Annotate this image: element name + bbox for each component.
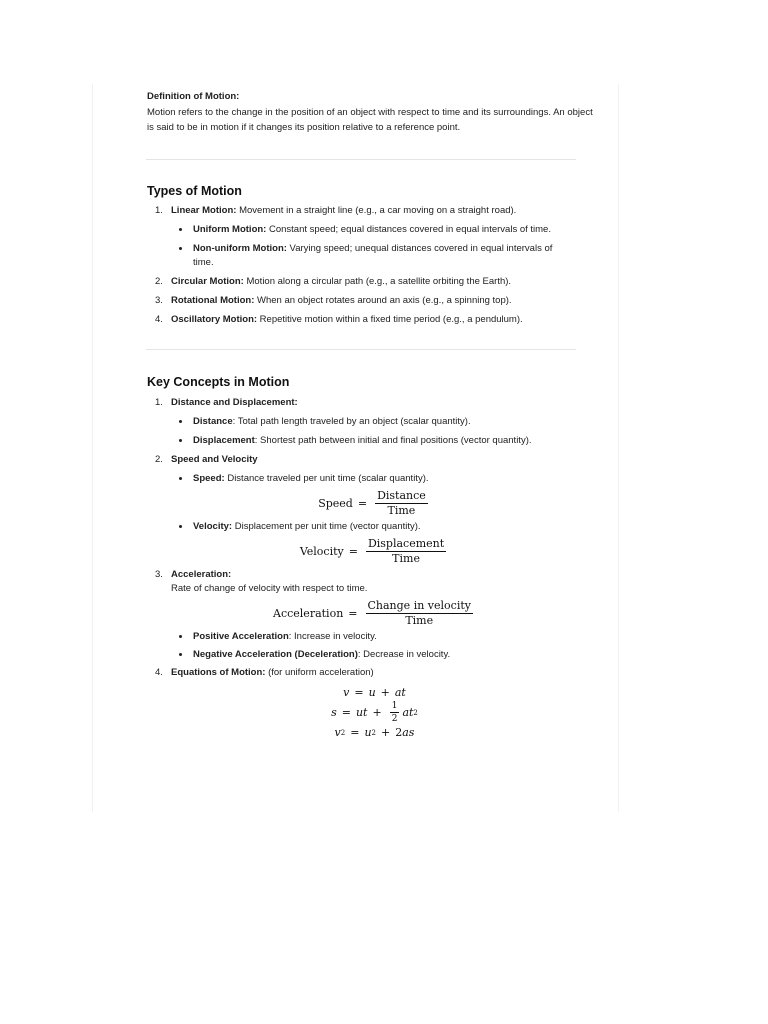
term-linear-motion: Linear Motion: [171, 205, 237, 216]
acceleration-equation [147, 600, 602, 627]
desc-equations-of-motion: (for uniform acceleration) [265, 667, 374, 678]
list-number: 1. [155, 397, 163, 408]
concepts-list [147, 396, 602, 410]
list-number: 2. [155, 454, 163, 465]
definition-text: Motion refers to the change in the position of an object with respect to time and its surroundings. An object is said to be in motion if it changes its position relative to a reference point. [147, 107, 593, 133]
list-item [147, 666, 602, 680]
distance-sublist [171, 415, 602, 448]
desc-oscillatory-motion: Repetitive motion within a fixed time period (e.g., a pendulum). [257, 314, 523, 325]
concepts-list-3 [147, 568, 602, 596]
list-item [171, 520, 602, 534]
desc-speed: Distance traveled per unit time (scalar quantity). [224, 473, 429, 484]
definition-heading: Definition of Motion: [147, 91, 240, 102]
linear-sublist [171, 223, 602, 270]
desc-linear-motion: Movement in a straight line (e.g., a car moving on a straight road). [236, 205, 517, 216]
fraction-denominator: Time [405, 614, 434, 627]
fraction [375, 490, 428, 517]
list-item [147, 204, 602, 218]
desc-uniform-motion: Constant speed; equal distances covered in equal intervals of time. [266, 224, 551, 235]
fraction [366, 600, 473, 627]
list-item [171, 223, 602, 237]
equation-lhs: Speed [318, 497, 353, 510]
term-speed-velocity: Speed and Velocity [171, 454, 258, 465]
velocity-sublist [171, 520, 602, 534]
desc-velocity: Displacement per unit time (vector quantity). [232, 521, 421, 532]
speed-sublist [171, 472, 602, 486]
list-item [147, 313, 602, 327]
fraction-numerator: Displacement [367, 537, 445, 550]
desc-distance: : Total path length traveled by an object (scalar quantity). [232, 416, 471, 427]
term-speed: Speed: [193, 473, 225, 484]
velocity-equation [147, 538, 602, 565]
list-number: 2. [155, 276, 163, 287]
term-oscillatory-motion: Oscillatory Motion: [171, 314, 258, 325]
desc-rotational-motion: When an object rotates around an axis (e.g., a spinning top). [254, 295, 512, 306]
concepts-heading: Key Concepts in Motion [147, 375, 290, 389]
equals-sign: = [357, 497, 368, 510]
equation-lhs: Acceleration [273, 607, 344, 620]
list-number: 4. [155, 667, 163, 678]
concepts-list-4 [147, 666, 602, 680]
term-circular-motion: Circular Motion: [171, 276, 244, 287]
list-number: 3. [155, 295, 163, 306]
types-list-continued [147, 275, 602, 327]
equation-first: v = u + at [343, 686, 406, 699]
term-distance: Distance [193, 416, 233, 427]
fraction-denominator: Time [387, 504, 416, 517]
list-item [171, 472, 602, 486]
term-displacement: Displacement [193, 435, 255, 446]
list-item [147, 453, 602, 467]
list-number: 1. [155, 205, 163, 216]
term-acceleration: Acceleration: [171, 569, 232, 580]
types-list [147, 204, 602, 218]
document-page [92, 84, 619, 812]
term-nonuniform-motion: Non-uniform Motion: [193, 243, 287, 254]
term-uniform-motion: Uniform Motion: [193, 224, 267, 235]
concepts-list-2 [147, 453, 602, 467]
desc-nonuniform-motion: Varying speed; unequal distances covered in equal intervals of time. [193, 243, 553, 268]
term-equations-of-motion: Equations of Motion: [171, 667, 266, 678]
list-item [147, 568, 602, 596]
speed-equation [147, 490, 602, 517]
equals-sign: = [348, 545, 358, 558]
fraction-numerator: Distance [377, 489, 426, 502]
list-item [147, 275, 602, 289]
desc-acceleration: Rate of change of velocity with respect to time. [171, 583, 368, 594]
desc-positive-acceleration: : Increase in velocity. [288, 631, 377, 642]
term-negative-acceleration: Negative Acceleration (Deceleration) [193, 649, 358, 660]
fraction-denominator: Time [392, 552, 420, 565]
term-rotational-motion: Rotational Motion: [171, 295, 255, 306]
term-positive-acceleration: Positive Acceleration [193, 631, 289, 642]
equation-second: s = ut + $\frac{1}{2}$ at 2 [331, 701, 418, 724]
equation-lhs: Velocity [299, 545, 344, 558]
desc-circular-motion: Motion along a circular path (e.g., a satellite orbiting the Earth). [243, 276, 512, 287]
desc-displacement: : Shortest path between initial and final positions (vector quantity). [254, 435, 532, 446]
list-item [171, 648, 602, 662]
list-number: 3. [155, 569, 163, 580]
document-content [93, 84, 602, 739]
list-item [171, 630, 602, 644]
list-item [171, 415, 602, 429]
term-velocity: Velocity: [193, 521, 233, 532]
list-item [147, 396, 602, 410]
list-item [171, 434, 602, 448]
equals-sign: = [348, 607, 358, 620]
list-number: 4. [155, 314, 163, 325]
term-distance-displacement: Distance and Displacement: [171, 397, 298, 408]
fraction [366, 538, 446, 565]
acceleration-sublist [171, 630, 602, 662]
list-item [147, 294, 602, 308]
equation-third: v 2 = u 2 + 2 as [334, 726, 415, 739]
fraction-numerator: Change in velocity [367, 599, 471, 612]
list-item [171, 242, 602, 270]
types-heading: Types of Motion [147, 184, 242, 198]
desc-negative-acceleration: : Decrease in velocity. [357, 649, 451, 660]
